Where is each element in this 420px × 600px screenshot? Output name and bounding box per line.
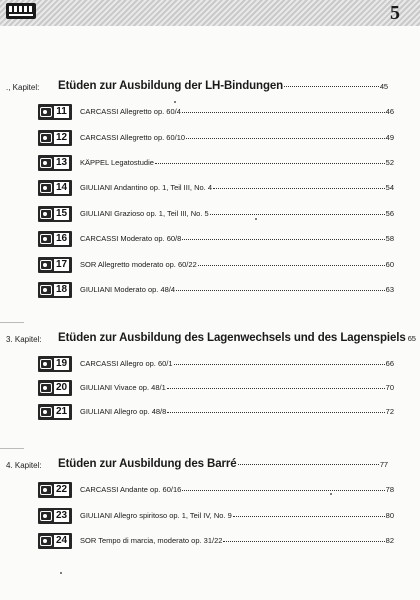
dot-leader xyxy=(182,490,384,491)
dot-leader xyxy=(210,214,385,215)
cd-track-icon xyxy=(38,130,72,146)
cd-track-number: 20 xyxy=(53,381,70,395)
cd-track-number: 19 xyxy=(53,357,70,371)
entry-page: 70 xyxy=(385,383,394,392)
chapter-page: 65 xyxy=(407,334,416,343)
entry-page: 63 xyxy=(385,285,394,294)
entry-page: 58 xyxy=(385,234,394,243)
chapter-page: 45 xyxy=(379,82,388,91)
cd-track-icon xyxy=(38,155,72,171)
entry-row xyxy=(80,407,394,416)
publisher-logo-icon xyxy=(6,3,36,19)
entry-row xyxy=(80,183,394,192)
dot-leader xyxy=(155,163,385,164)
entry-page: 56 xyxy=(385,209,394,218)
page-number: 5 xyxy=(390,2,400,24)
toc-entry xyxy=(0,356,420,374)
dot-leader xyxy=(213,188,385,189)
cd-track-icon xyxy=(38,380,72,396)
entry-title: GIULIANI Moderato op. 48/4 xyxy=(80,285,176,294)
entry-row xyxy=(80,383,394,392)
entry-page: 49 xyxy=(385,133,394,142)
cd-track-number: 13 xyxy=(53,156,70,170)
dot-leader xyxy=(174,364,385,365)
toc-entry xyxy=(0,206,420,224)
chapter-title: Etüden zur Ausbildung des Barré xyxy=(58,458,237,470)
entry-row xyxy=(80,260,394,269)
cd-track-icon xyxy=(38,257,72,273)
toc-entry xyxy=(0,533,420,551)
cd-track-number: 24 xyxy=(53,534,70,548)
toc-entry xyxy=(0,130,420,148)
cd-track-icon xyxy=(38,282,72,298)
entry-page: 46 xyxy=(385,107,394,116)
entry-page: 52 xyxy=(385,158,394,167)
toc-entry xyxy=(0,380,420,398)
entry-row xyxy=(80,359,394,368)
cd-track-number: 21 xyxy=(53,405,70,419)
cd-track-icon xyxy=(38,231,72,247)
toc-entry xyxy=(0,257,420,275)
scan-speck xyxy=(60,572,62,574)
entry-page: 54 xyxy=(385,183,394,192)
entry-title: GIULIANI Allegro spiritoso op. 1, Teil IV, No. 9 xyxy=(80,511,232,520)
cd-track-number: 16 xyxy=(53,232,70,246)
chapter-heading xyxy=(0,332,420,348)
entry-row xyxy=(80,107,394,116)
entry-row xyxy=(80,209,394,218)
dot-leader xyxy=(198,265,385,266)
cd-track-icon xyxy=(38,356,72,372)
toc-entry xyxy=(0,231,420,249)
dot-leader xyxy=(182,239,384,240)
entry-row xyxy=(80,158,394,167)
toc-entry xyxy=(0,404,420,422)
scan-speck xyxy=(330,493,332,495)
cd-track-icon xyxy=(38,508,72,524)
dot-leader xyxy=(176,290,385,291)
entry-row xyxy=(80,285,394,294)
entry-page: 66 xyxy=(385,359,394,368)
entry-row xyxy=(80,485,394,494)
cd-track-icon xyxy=(38,533,72,549)
entry-page: 72 xyxy=(385,407,394,416)
cd-track-number: 18 xyxy=(53,283,70,297)
entry-page: 80 xyxy=(385,511,394,520)
cd-track-number: 11 xyxy=(53,105,70,119)
entry-page: 60 xyxy=(385,260,394,269)
chapter-heading xyxy=(0,458,420,474)
chapter-tab-line xyxy=(0,448,24,449)
dot-leader xyxy=(284,86,379,87)
dot-leader xyxy=(182,112,385,113)
cd-track-number: 17 xyxy=(53,258,70,272)
scan-speck xyxy=(255,218,257,220)
entry-title: SOR Tempo di marcia, moderato op. 31/22 xyxy=(80,536,223,545)
toc-entry xyxy=(0,155,420,173)
scan-speck xyxy=(174,101,176,103)
entry-title: GIULIANI Allegro op. 48/8 xyxy=(80,407,167,416)
toc-entry xyxy=(0,282,420,300)
entry-row xyxy=(80,133,394,142)
entry-page: 82 xyxy=(385,536,394,545)
entry-title: SOR Allegretto moderato op. 60/22 xyxy=(80,260,197,269)
entry-title: GIULIANI Vivace op. 48/1 xyxy=(80,383,166,392)
cd-track-number: 12 xyxy=(53,131,70,145)
chapter-page: 77 xyxy=(379,460,388,469)
cd-track-icon xyxy=(38,180,72,196)
cd-track-icon xyxy=(38,404,72,420)
dot-leader xyxy=(233,516,385,517)
chapter-title-row xyxy=(58,80,388,92)
entry-title: CARCASSI Allegro op. 60/1 xyxy=(80,359,173,368)
toc-entry xyxy=(0,482,420,500)
cd-track-number: 15 xyxy=(53,207,70,221)
cd-track-icon xyxy=(38,206,72,222)
cd-track-number: 23 xyxy=(53,509,70,523)
entry-row xyxy=(80,511,394,520)
chapter-title: Etüden zur Ausbildung der LH-Bindungen xyxy=(58,80,284,92)
chapter-label: 3. Kapitel: xyxy=(6,335,42,344)
chapter-tab-line xyxy=(0,322,24,323)
header-band xyxy=(0,0,420,26)
entry-row xyxy=(80,536,394,545)
entry-title: KÄPPEL Legatostudie xyxy=(80,158,154,167)
chapter-label: 4. Kapitel: xyxy=(6,461,42,470)
toc-entry xyxy=(0,104,420,122)
chapter-heading xyxy=(0,80,420,96)
chapter-title: Etüden zur Ausbildung des Lagenwechsels und des Lagenspiels xyxy=(58,332,406,344)
dot-leader xyxy=(167,388,385,389)
entry-title: CARCASSI Andante op. 60/16 xyxy=(80,485,182,494)
dot-leader xyxy=(238,464,379,465)
toc-entry xyxy=(0,180,420,198)
cd-track-number: 14 xyxy=(53,181,70,195)
entry-title: GIULIANI Andantino op. 1, Teil III, No. 4 xyxy=(80,183,213,192)
dot-leader xyxy=(223,541,384,542)
chapter-title-row xyxy=(58,332,416,344)
chapter-title-row xyxy=(58,458,388,470)
entry-title: CARCASSI Allegretto op. 60/10 xyxy=(80,133,186,142)
toc-entry xyxy=(0,508,420,526)
chapter-label: ., Kapitel: xyxy=(6,83,40,92)
dot-leader xyxy=(186,138,385,139)
entry-page: 78 xyxy=(385,485,394,494)
cd-track-icon xyxy=(38,482,72,498)
cd-track-icon xyxy=(38,104,72,120)
entry-row xyxy=(80,234,394,243)
entry-title: GIULIANI Grazioso op. 1, Teil III, No. 5 xyxy=(80,209,209,218)
entry-title: CARCASSI Moderato op. 60/8 xyxy=(80,234,182,243)
cd-track-number: 22 xyxy=(53,483,70,497)
entry-title: CARCASSI Allegretto op. 60/4 xyxy=(80,107,181,116)
dot-leader xyxy=(167,412,384,413)
